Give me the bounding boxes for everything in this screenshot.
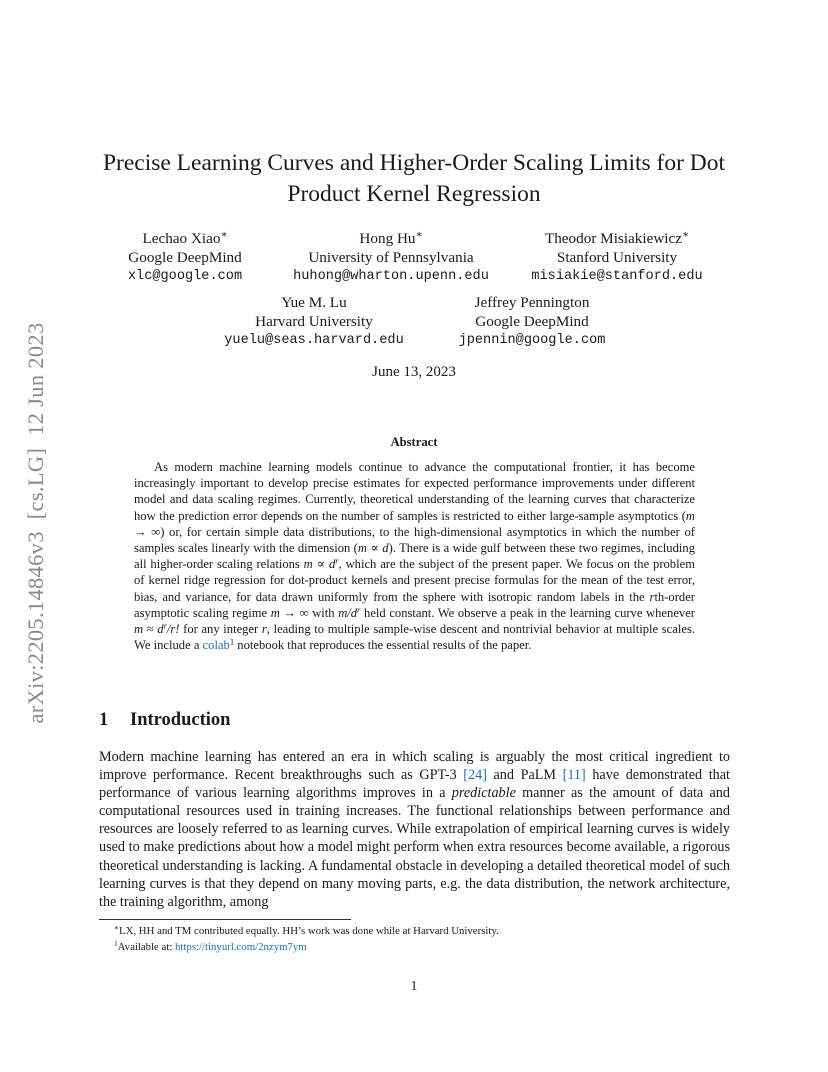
arxiv-date: 12 Jun 2023: [23, 322, 48, 436]
author-name: Lechao Xiao: [142, 230, 221, 247]
abstract-body: As modern machine learning models continue to advance the computational frontier, it has become increasingly important to develop precise estimates for expected performance improvements under different model and data scaling regimes. Currently, theoretical understanding of the learning curves that characterize how the prediction error depends on the number of samples is restricted to either large-sample asymptotics (m → ∞) or, for certain simple data distributions, to the high-dimensional asymptotics in which the number of samples scales linearly with the dimension (m ∝ d). There is a wide gulf between these two regimes, including all higher-order scaling relations $m \propto d^r$, which are the subject of the present paper. We focus on the problem of kernel ridge regression for dot-product kernels and present precise formulas for the mean of the test error, bias, and variance, for data drawn uniformly from the sphere with isotropic random labels in the rth-order asymptotic scaling regime m → ∞ with $m/d^r$ held constant. We observe a peak in the learning curve whenever $m \approx d^r/r$! for any integer r, leading to multiple sample-wise descent and nontrivial behavior at multiple scales. We include a colab$^1$ notebook that reproduces the essential results of the paper.: [134, 460, 695, 653]
author-affiliation: University of Pennsylvania: [308, 249, 474, 266]
introduction-paragraph: Modern machine learning has entered an era in which scaling is arguably the most critical ingredient to improve performance. Recent breakthroughs such as GPT-3 [24] and PaLM [11] have demonstrated that performance of various learning algorithms improves in a predictable manner as the amount of data and computational resources used in training increases. The functional relationships between performance and resources are loosely referred to as learning curves. While extrapolation of empirical learning curves is widely used to make predictions about how a model might perform when extra resources become available, a rigorous theoretical understanding is lacking. A fundamental obstacle in developing a detailed theoretical model of such learning curves is that they depend on many moving parts, e.g. the data distribution, the network architecture, the training algorithm, among: [99, 749, 730, 910]
author-email[interactable]: huhong@wharton.upenn.edu: [293, 269, 489, 284]
author-email[interactable]: xlc@google.com: [127, 269, 243, 284]
author-block-2: [280, 229, 502, 286]
author-affiliation: Stanford University: [556, 249, 678, 266]
author-email[interactable]: yuelu@seas.harvard.edu: [224, 333, 404, 348]
footnote-rule: [99, 919, 351, 920]
author-block-4: [214, 293, 414, 350]
section-title: Introduction: [130, 710, 231, 730]
arxiv-category: [cs.LG]: [23, 447, 48, 520]
colab-url-link[interactable]: https://tinyurl.com/2nzym7ym: [175, 941, 307, 953]
footnote-equal-contribution: ∗LX, HH and TM contributed equally. HH’s work was done while at Harvard University.: [114, 922, 499, 937]
author-name: Jeffrey Pennington: [474, 294, 590, 311]
footnote-ref-1[interactable]: 1: [229, 636, 235, 647]
paper-title: [80, 148, 748, 210]
author-affiliation: Google DeepMind: [475, 313, 589, 330]
author-name: Theodor Misiakiewicz: [544, 230, 683, 247]
citation-11[interactable]: [11]: [562, 767, 586, 784]
author-block-3: [520, 229, 714, 286]
author-name: Yue M. Lu: [281, 294, 347, 311]
citation-24[interactable]: [24]: [463, 767, 487, 784]
page-number: 1: [410, 979, 418, 994]
author-block-1: [115, 229, 255, 286]
arxiv-id: arXiv:2205.14846v3: [23, 531, 48, 724]
footnote-colab: $^1$Available at: https://tinyurl.com/2nzym7ym: [114, 938, 307, 953]
section-number: 1: [99, 710, 109, 730]
abstract-heading: Abstract: [390, 435, 438, 449]
colab-link[interactable]: colab: [202, 638, 230, 653]
equal-contribution-mark: ∗: [415, 229, 423, 241]
title-line-2: Product Kernel Regression: [287, 181, 541, 207]
author-email[interactable]: misiakie@stanford.edu: [531, 269, 703, 284]
author-affiliation: Harvard University: [255, 313, 373, 330]
author-email[interactable]: jpennin@google.com: [458, 333, 606, 348]
equal-contribution-mark: ∗: [220, 229, 228, 241]
equal-contribution-mark: ∗: [682, 229, 690, 241]
section-heading-introduction: [99, 710, 230, 731]
author-name: Hong Hu: [359, 230, 416, 247]
publication-date: June 13, 2023: [372, 364, 456, 380]
arxiv-sidebar-stamp: [23, 322, 49, 723]
title-line-1: Precise Learning Curves and Higher-Order Scaling Limits for Dot: [102, 150, 726, 176]
author-affiliation: Google DeepMind: [128, 249, 242, 266]
author-block-5: [446, 293, 618, 350]
